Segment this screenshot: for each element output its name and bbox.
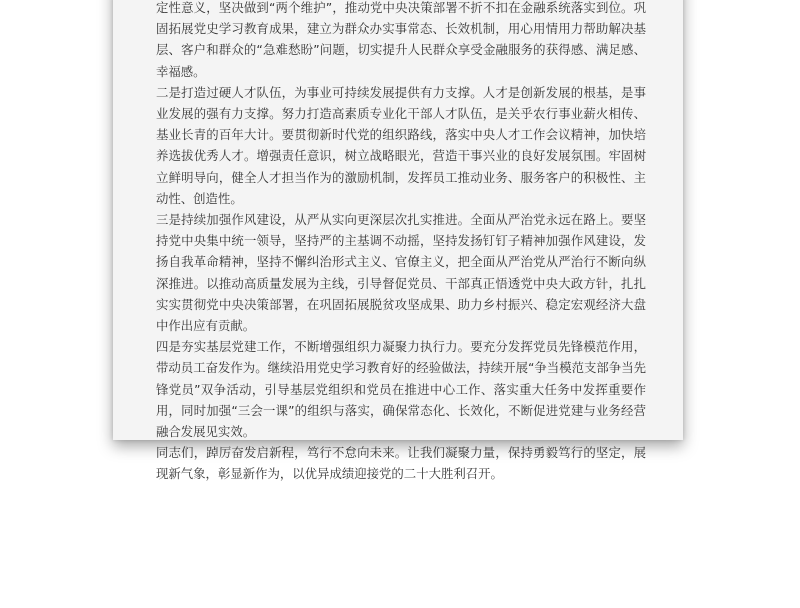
- document-body: [156, 0, 646, 485]
- paragraph-2: 二是打造过硬人才队伍，为事业可持续发展提供有力支撑。人才是创新发展的根基，是事业发展的强有力支撑。努力打造高素质专业化干部人才队伍，是关乎农行事业薪火相传、基业长青的百年大计。要贯彻新时代党的组织路线，落实中央人才工作会议精神，加快培养选拔优秀人才。增强责任意识，树立战略眼光，营造干事兴业的良好发展氛围。牢固树立鲜明导向，健全人才担当作为的激励机制，发挥员工推动业务、服务客户的积极性、主动性、创造性。: [156, 84, 646, 206]
- paragraph-5: 同志们，踔厉奋发启新程，笃行不怠向未来。让我们凝聚力量，保持勇毅笃行的坚定，展现新气象，彰显新作为，以优异成绩迎接党的二十大胜利召开。: [156, 445, 646, 482]
- paragraph-4: 四是夯实基层党建工作，不断增强组织力凝聚力执行力。要充分发挥党员先锋模范作用，带动员工奋发作为。继续沿用党史学习教育好的经验做法，持续开展“争当模范支部争当先锋党员”双争活动，引导基层党组织和党员在推进中心工作、落实重大任务中发挥重要作用，同时加强“三会一课”的组织与落实，确保常态化、长效化，不断促进党建与业务经营融合发展见实效。: [156, 339, 646, 440]
- paragraph-1: 定性意义，坚决做到“两个维护”，推动党中央决策部署不折不扣在金融系统落实到位。巩固拓展党史学习教育成果，建立为群众办实事常态、长效机制，用心用情用力帮助解决基层、客户和群众的“急难愁盼”问题，切实提升人民群众享受金融服务的获得感、满足感、幸福感。: [156, 0, 646, 79]
- paragraph-3: 三是持续加强作风建设，从严从实向更深层次扎实推进。全面从严治党永远在路上。要坚持党中央集中统一领导，坚持严的主基调不动摇，坚持发扬钉钉子精神加强作风建设，发扬自我革命精神，坚持不懈纠治形式主义、官僚主义，把全面从严治党从严治行不断向纵深推进。以推动高质量发展为主线，引导督促党员、干部真正悟透党中央大政方针，扎扎实实贯彻党中央决策部署，在巩固拓展脱贫攻坚成果、助力乡村振兴、稳定宏观经济大盘中作出应有贡献。: [156, 212, 646, 334]
- document-page: [113, 0, 683, 482]
